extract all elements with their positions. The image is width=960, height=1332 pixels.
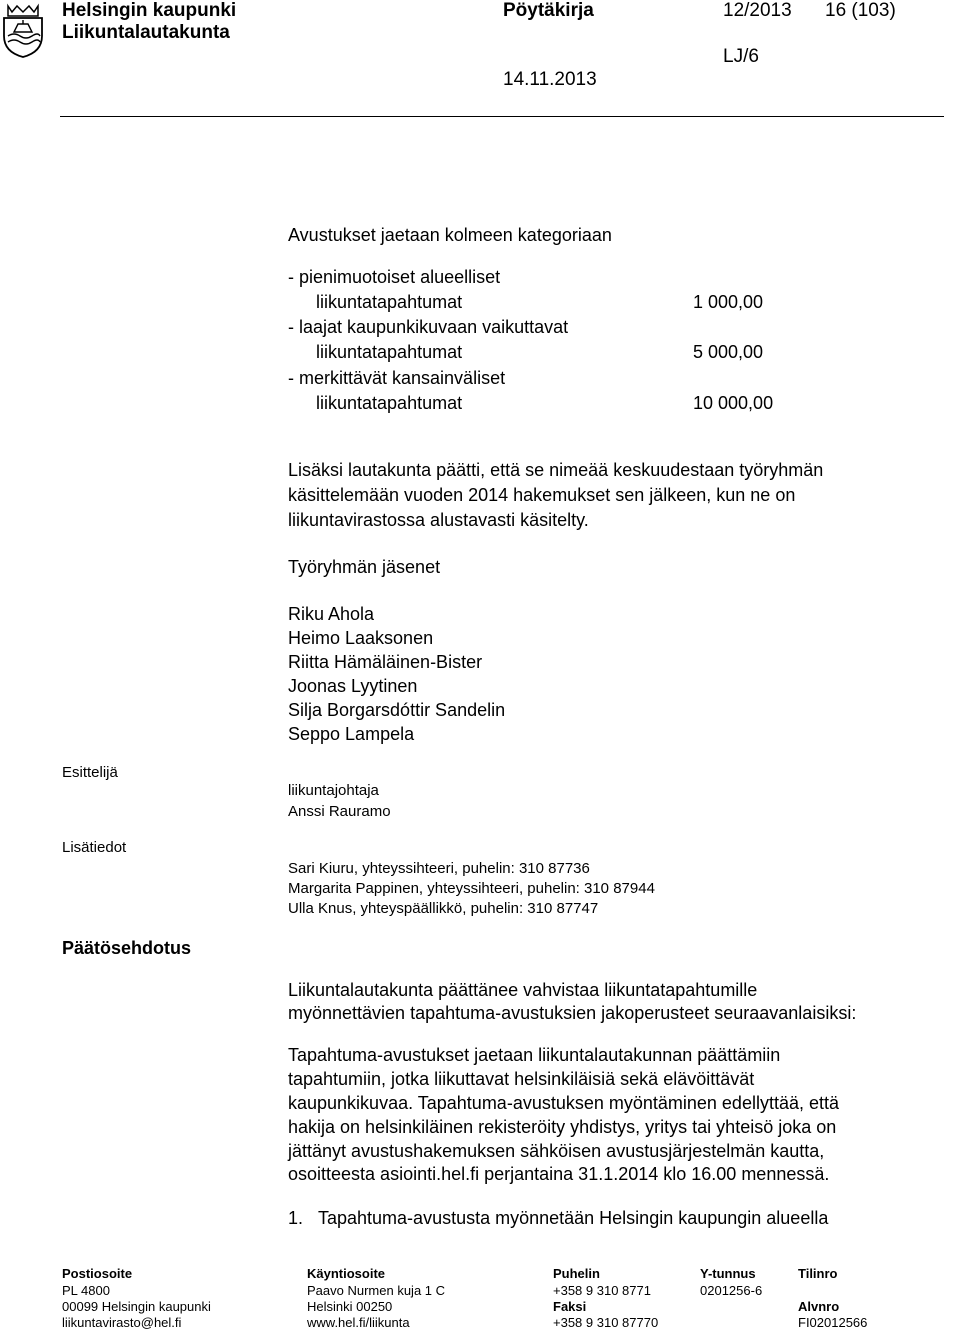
proposal-p2-line: hakija on helsinkiläinen rekisteröity yhdistys, yritys tai yhteisö joka on — [288, 1117, 837, 1137]
proposal-p2-line: jättänyt avustushakemuksen sähköisen avustusjärjestelmän kautta, — [288, 1141, 825, 1161]
addition-line: Lisäksi lautakunta päätti, että se nimeää keskuudestaan työryhmän — [288, 460, 824, 480]
member-name: Seppo Lampela — [288, 724, 415, 744]
meeting-date: 14.11.2013 — [503, 69, 597, 90]
footer-phone-title: Puhelin — [553, 1266, 600, 1281]
proposal-p1-line: myönnettävien tapahtuma-avustuksien jakoperusteet seuraavanlaisiksi: — [288, 1003, 857, 1023]
category-3-line2: liikuntatapahtumat — [316, 393, 463, 413]
footer-fax-title: Faksi — [553, 1299, 587, 1314]
member-name: Joonas Lyytinen — [288, 676, 418, 696]
footer-postal-line: 00099 Helsingin kaupunki — [62, 1299, 211, 1314]
workgroup-title: Työryhmän jäsenet — [288, 557, 441, 577]
footer-ytunnus-value: 0201256-6 — [700, 1283, 763, 1298]
footer-website-link[interactable]: www.hel.fi/liikunta — [307, 1315, 410, 1330]
member-name: Riitta Hämäläinen-Bister — [288, 652, 483, 672]
category-1-line1: - pienimuotoiset alueelliset — [288, 267, 501, 287]
coat-of-arms-icon — [0, 2, 46, 58]
category-1-line2: liikuntatapahtumat — [316, 292, 463, 312]
presenter-title: liikuntajohtaja — [288, 782, 379, 799]
category-3-line1: - merkittävät kansainväliset — [288, 368, 506, 388]
footer-phone-number: +358 9 310 8771 — [553, 1283, 651, 1298]
category-2-line1: - laajat kaupunkikuvaan vaikuttavat — [288, 317, 569, 337]
member-name: Heimo Laaksonen — [288, 628, 434, 648]
presenter-name: Anssi Rauramo — [288, 803, 391, 820]
footer-fax-number: +358 9 310 87770 — [553, 1315, 659, 1330]
member-name: Silja Borgarsdóttir Sandelin — [288, 700, 506, 720]
helsinki-coat-of-arms-logo — [0, 2, 46, 58]
footer-tilinro-title: Tilinro — [798, 1266, 838, 1281]
numbered-item-text: Tapahtuma-avustusta myönnetään Helsingin kaupungin alueella — [318, 1208, 829, 1228]
addition-line: liikuntavirastossa alustavasti käsitelty. — [288, 510, 589, 530]
proposal-p2-line: osoitteesta asiointi.hel.fi perjantaina 31.1.2014 klo 16.00 mennessä. — [288, 1164, 830, 1184]
meeting-number: 12/2013 — [723, 0, 792, 21]
footer-visit-line: Helsinki 00250 — [307, 1299, 393, 1314]
proposal-p2-line: Tapahtuma-avustukset jaetaan liikuntalautakunnan päättämiin — [288, 1045, 781, 1065]
org-name: Helsingin kaupunki — [62, 0, 237, 21]
proposal-label: Päätösehdotus — [62, 938, 192, 958]
category-3-amount: 10 000,00 — [693, 393, 774, 413]
footer-visit-line: Paavo Nurmen kuja 1 C — [307, 1283, 446, 1298]
presenter-label: Esittelijä — [62, 764, 118, 781]
category-2-amount: 5 000,00 — [693, 342, 764, 362]
footer-visit-title: Käyntiosoite — [307, 1266, 386, 1281]
footer-alvnro-value: FI02012566 — [798, 1315, 868, 1330]
header-divider — [60, 116, 944, 117]
contact-line: Ulla Knus, yhteyspäällikkö, puhelin: 310 87747 — [288, 900, 599, 917]
contact-line: Margarita Pappinen, yhteyssihteeri, puhelin: 310 87944 — [288, 880, 655, 897]
board-name: Liikuntalautakunta — [62, 22, 230, 43]
category-2-line2: liikuntatapahtumat — [316, 342, 463, 362]
footer-email-link[interactable]: liikuntavirasto@hel.fi — [62, 1315, 182, 1330]
footer-alvnro-title: Alvnro — [798, 1299, 840, 1314]
categories-intro: Avustukset jaetaan kolmeen kategoriaan — [288, 225, 612, 245]
category-1-amount: 1 000,00 — [693, 292, 764, 312]
section-code: LJ/6 — [723, 46, 759, 67]
member-name: Riku Ahola — [288, 604, 375, 624]
numbered-item-number: 1. — [288, 1208, 304, 1228]
proposal-p2-line: tapahtumiin, jotka liikuttavat helsinkiläisiä sekä elävöittävät — [288, 1069, 755, 1089]
footer-ytunnus-title: Y-tunnus — [700, 1266, 756, 1281]
footer-postal-line: PL 4800 — [62, 1283, 110, 1298]
doc-type: Pöytäkirja — [503, 0, 594, 21]
proposal-p2-line: kaupunkikuvaa. Tapahtuma-avustuksen myöntäminen edellyttää, että — [288, 1093, 840, 1113]
proposal-p1-line: Liikuntalautakunta päättänee vahvistaa liikuntatapahtumille — [288, 980, 758, 1000]
footer-postal-title: Postiosoite — [62, 1266, 133, 1281]
addition-line: käsittelemään vuoden 2014 hakemukset sen jälkeen, kun ne on — [288, 485, 796, 505]
contact-line: Sari Kiuru, yhteyssihteeri, puhelin: 310 87736 — [288, 860, 590, 877]
info-label: Lisätiedot — [62, 839, 127, 856]
page-number: 16 (103) — [825, 0, 896, 21]
